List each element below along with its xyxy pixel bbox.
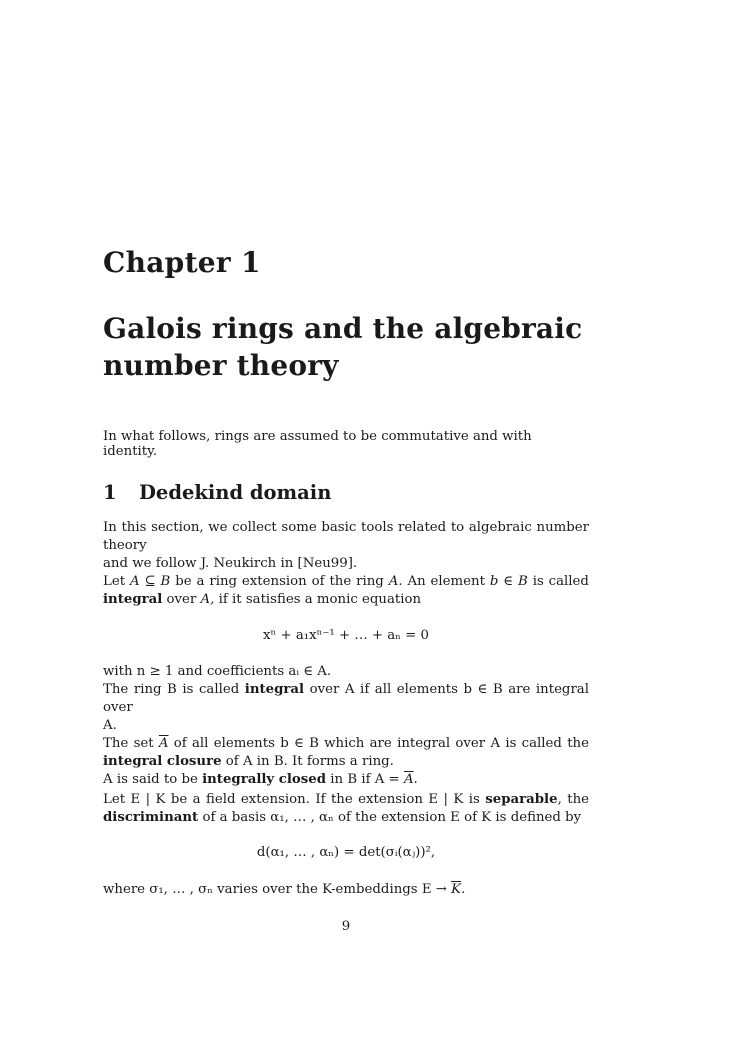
chapter-title-line-2: number theory [103, 349, 339, 382]
embeddings-line [103, 881, 589, 899]
text-let: Let [103, 574, 126, 589]
document-page [103, 0, 589, 1053]
text-embeddings: where σ₁, … , σₙ varies over the K-embeddings E → [103, 882, 452, 897]
closure-line-4 [103, 735, 589, 753]
discriminant-line-1 [103, 791, 589, 809]
text-monic-equation: if it satisfies a monic equation [218, 592, 422, 607]
term-separable: separable [485, 792, 558, 807]
closure-line-2 [103, 681, 589, 717]
text-basis-defined-by: of a basis α₁, … , αₙ of the extension E of K is defined by [202, 810, 582, 825]
text-ring-b-called: The ring B is called [103, 682, 240, 697]
discriminant-paragraph [103, 791, 589, 827]
math-a: A, [200, 592, 215, 607]
text-all-elements-integral: over A if all elements b ∈ B are integral over [103, 682, 589, 715]
chapter-title [103, 310, 589, 384]
math-b: B [518, 574, 528, 589]
closure-line-5 [103, 753, 589, 771]
integral-definition-paragraph [103, 573, 589, 609]
monic-equation: xⁿ + a₁xⁿ⁻¹ + … + aₙ = 0 [263, 628, 429, 643]
integral-definition-line-1 [103, 573, 589, 591]
term-integral-closure: integral closure [103, 754, 222, 769]
chapter-title-line-1: Galois rings and the algebraic [103, 312, 583, 345]
text-period: . [461, 882, 466, 897]
section-title: Dedekind domain [139, 481, 332, 504]
text-forms-ring: of A in B. It forms a ring. [225, 754, 394, 769]
intro-paragraph: In what follows, rings are assumed to be commutative and with identity. [103, 429, 532, 459]
text-the-set: The set [103, 736, 154, 751]
integral-closure-paragraph [103, 663, 589, 789]
math-subseteq: ⊆ [144, 574, 156, 589]
term-integrally-closed: integrally closed [202, 772, 327, 787]
math-a-bar: $\overline{A}$ [403, 772, 414, 787]
math-b: B [160, 574, 171, 589]
text-the: , the [557, 792, 590, 807]
discriminant-line-2 [103, 809, 589, 827]
section-heading [103, 481, 331, 504]
section-number: 1 [103, 481, 117, 504]
term-discriminant: discriminant [103, 810, 199, 825]
term-integral: integral [244, 682, 305, 697]
closure-line-3: A. [103, 718, 117, 733]
text-ring-extension: be a ring extension of the ring [175, 574, 384, 589]
text-is-called: is called [532, 574, 589, 589]
term-integral: integral [103, 592, 163, 607]
text-field-extension: Let E | K be a field extension. If the extension E | K is [103, 792, 480, 807]
discriminant-equation: d(α₁, … , αₙ) = det(σᵢ(αⱼ))², [256, 845, 436, 860]
math-a: A. [388, 574, 403, 589]
section-intro-line-1: In this section, we collect some basic tools related to algebraic number theory [103, 520, 589, 553]
section-intro-paragraph [103, 519, 589, 573]
text-said-to-be: A is said to be [103, 772, 198, 787]
text-in-b-if: in B if A = [330, 772, 400, 787]
page-number: 9 [341, 919, 351, 934]
math-a: A [129, 574, 140, 589]
math-k-bar: $\overline{K}$ [451, 882, 462, 897]
section-intro-line-2: and we follow J. Neukirch in [Neu99]. [103, 556, 358, 571]
math-in: ∈ [503, 574, 514, 589]
text-over: over [166, 592, 197, 607]
closure-line-1: with n ≥ 1 and coefficients aᵢ ∈ A. [103, 664, 332, 679]
text-period: . [413, 772, 418, 787]
integral-definition-line-2 [103, 591, 589, 609]
math-b-element: b [489, 574, 499, 589]
chapter-label: Chapter 1 [103, 246, 261, 279]
text-an-element: An element [407, 574, 485, 589]
text-elements-integral-over: of all elements b ∈ B which are integral over A is called the [173, 736, 589, 751]
closure-line-6 [103, 771, 589, 789]
math-a-bar: $\overline{A}$ [158, 736, 169, 751]
embeddings-paragraph [103, 881, 589, 899]
